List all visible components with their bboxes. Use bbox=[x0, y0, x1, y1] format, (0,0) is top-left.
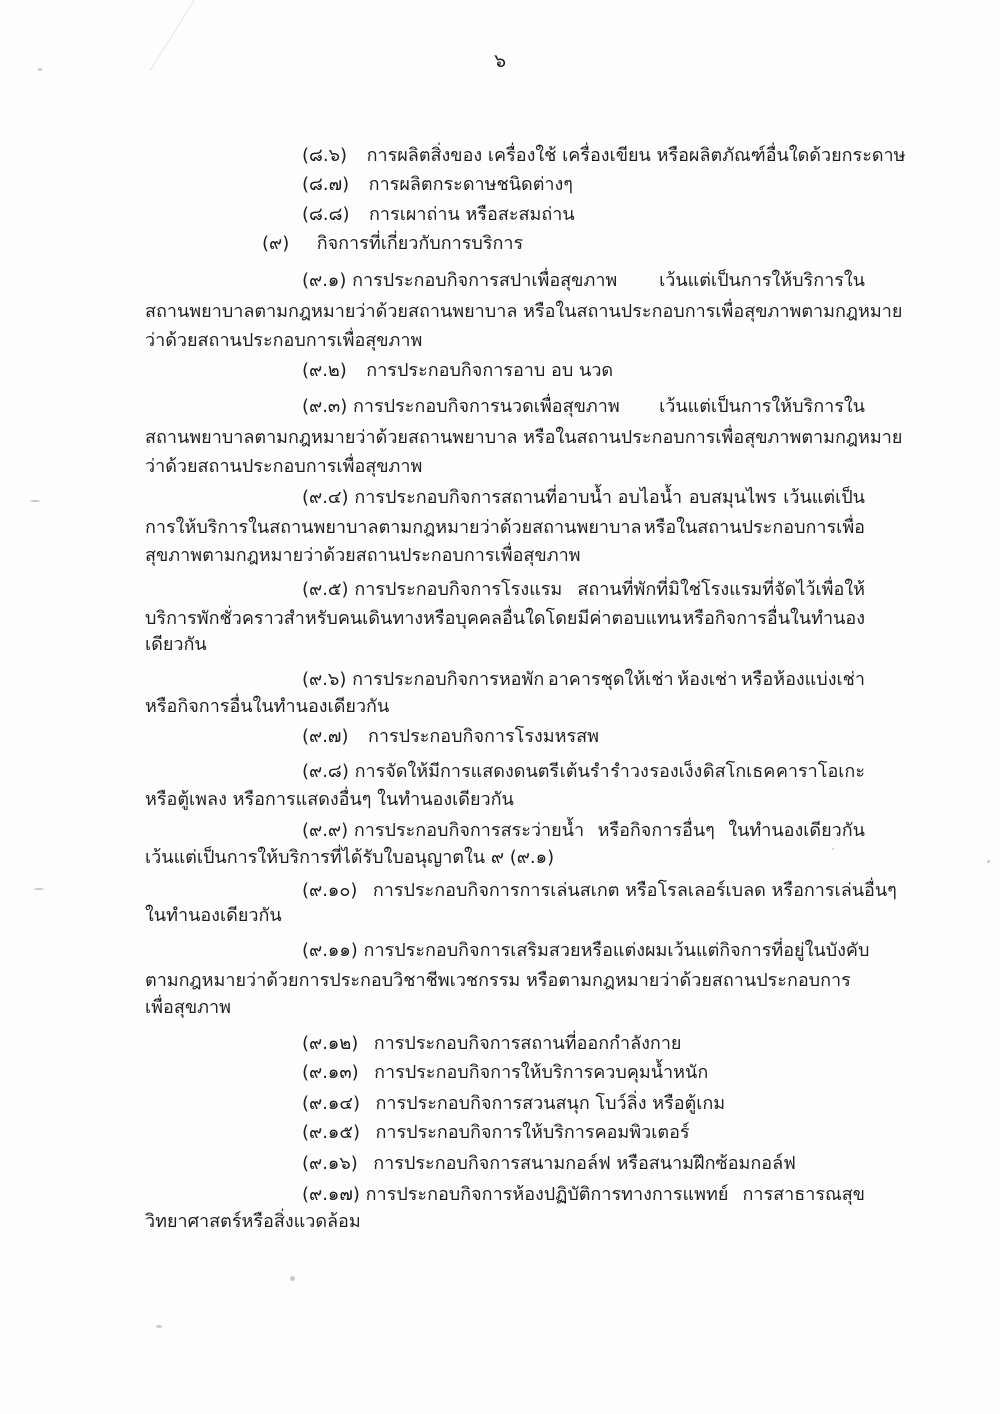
page-number: ๖ bbox=[493, 50, 507, 72]
section-title: กิจการที่เกี่ยวกับการบริการ bbox=[316, 233, 524, 254]
item-text: ห้องเช่า bbox=[677, 669, 738, 690]
item-text: การประกอบกิจการสนามกอล์ฟ หรือสนามฝึกซ้อมกอล์ฟ bbox=[373, 1153, 796, 1174]
scan-speck bbox=[34, 888, 44, 890]
item-text: คาราโอเกะ bbox=[775, 761, 865, 782]
item-9-17-line-1 bbox=[302, 1182, 865, 1208]
item-9-7 bbox=[302, 724, 599, 750]
item-number: (๙.๑๑) bbox=[302, 940, 358, 961]
item-number: (๙.๑๔) bbox=[302, 1093, 360, 1114]
item-text: เว้นแต่กิจการที่อยู่ในบังคับ bbox=[667, 940, 870, 961]
item-number: (๙.๕) bbox=[302, 579, 349, 600]
item-text: การผลิตกระดาษชนิดต่างๆ bbox=[368, 174, 573, 195]
item-9-11-line-2 bbox=[145, 968, 865, 994]
item-text: การประกอบกิจการนวดเพื่อสุขภาพ bbox=[353, 396, 620, 417]
item-text: การประกอบกิจการโรงแรม bbox=[354, 579, 563, 600]
item-text: สถานพยาบาลตามกฎหมายว่าด้วยสถานพยาบาล หรือในสถานประกอบการเพื่อสุขภาพตามกฎหมาย bbox=[145, 427, 903, 448]
item-9-8-line-1 bbox=[302, 759, 865, 785]
item-text: หรือห้องแบ่งเช่า bbox=[740, 669, 865, 690]
scan-speck bbox=[156, 1325, 162, 1328]
item-text: ในทำนองเดียวกัน bbox=[728, 820, 865, 841]
item-8-7 bbox=[302, 172, 573, 198]
item-text: หรือในสถานประกอบการเพื่อ bbox=[643, 517, 865, 538]
item-number: (๙.๑๖) bbox=[302, 1153, 358, 1174]
item-9-1-line-3: ว่าด้วยสถานประกอบการเพื่อสุขภาพ bbox=[145, 330, 423, 351]
item-text: การประกอบกิจการสระว่ายน้ำ bbox=[353, 820, 585, 841]
item-9-13 bbox=[302, 1060, 708, 1086]
item-text: รำวง bbox=[610, 761, 649, 782]
item-number: (๙.๑๗) bbox=[302, 1184, 360, 1205]
item-text: รองเง็ง bbox=[649, 761, 703, 782]
item-text: หรือกิจการอื่นๆ bbox=[597, 820, 715, 841]
item-number: (๘.๖) bbox=[302, 145, 348, 166]
item-text: บริการพักชั่วคราวสำหรับคนเดินทางหรือบุคคลอื่นใดโดยมีค่าตอบแทน bbox=[145, 608, 682, 629]
item-number: (๙.๑๒) bbox=[302, 1033, 359, 1054]
item-text: การประกอบกิจการเสริมสวย bbox=[363, 940, 581, 961]
item-9-14 bbox=[302, 1091, 725, 1117]
item-text: อบสมุนไพร bbox=[688, 487, 777, 508]
item-text: การประกอบกิจการการเล่นสเกต หรือโรลเลอร์เบลด หรือการเล่นอื่นๆ bbox=[372, 880, 897, 901]
item-9-10-line-1 bbox=[302, 878, 897, 904]
item-9-11-line-3: เพื่อสุขภาพ bbox=[145, 997, 231, 1018]
item-text: หรือกิจการอื่นในทำนอง bbox=[682, 608, 865, 629]
item-text: การจัดให้มีการแสดงดนตรี bbox=[354, 761, 560, 782]
item-text: การประกอบกิจการห้องปฏิบัติการทางการแพทย์ bbox=[365, 1184, 729, 1205]
item-9-9-line-2: เว้นแต่เป็นการให้บริการที่ได้รับใบอนุญาตใน ๙ (๙.๑) bbox=[145, 847, 555, 868]
item-number: (๙.๙) bbox=[302, 820, 349, 841]
item-9-6-line-2: หรือกิจการอื่นในทำนองเดียวกัน bbox=[145, 696, 390, 717]
item-number: (๙.๔) bbox=[302, 487, 349, 508]
item-number: (๙.๑) bbox=[302, 270, 347, 291]
item-9-15 bbox=[302, 1120, 690, 1146]
item-text: การประกอบกิจการสวนสนุก โบว์ลิ่ง หรือตู้เกม bbox=[375, 1093, 726, 1114]
item-9-4-line-1 bbox=[302, 485, 865, 511]
item-text: การประกอบกิจการอาบ อบ นวด bbox=[366, 360, 614, 381]
item-text: เว้นแต่เป็น bbox=[783, 487, 865, 508]
item-text: การประกอบกิจการหอพัก bbox=[352, 669, 545, 690]
item-9-4-line-2 bbox=[145, 515, 865, 541]
item-9-10-line-2: ในทำนองเดียวกัน bbox=[145, 905, 282, 926]
item-text: การให้บริการในสถานพยาบาลตามกฎหมายว่าด้วยสถานพยาบาล bbox=[145, 517, 642, 538]
item-9-4-line-3: สุขภาพตามกฎหมายว่าด้วยสถานประกอบการเพื่อสุขภาพ bbox=[145, 545, 581, 566]
item-text: การเผาถ่าน หรือสะสมถ่าน bbox=[369, 204, 575, 225]
item-text: เว้นแต่เป็นการให้บริการใน bbox=[659, 396, 865, 417]
item-text: การประกอบกิจการโรงมหรสพ bbox=[367, 726, 600, 747]
item-9-5-line-3: เดียวกัน bbox=[145, 634, 207, 655]
item-text: การประกอบกิจการให้บริการคอมพิวเตอร์ bbox=[375, 1122, 690, 1143]
item-9-17-line-2: วิทยาศาสตร์หรือสิ่งแวดล้อม bbox=[145, 1211, 361, 1232]
scan-speck bbox=[30, 500, 40, 502]
item-number: (๙.๓) bbox=[302, 396, 348, 417]
item-9-3-line-1 bbox=[302, 394, 865, 420]
item-9-5-line-2 bbox=[145, 606, 865, 632]
item-9-1-line-1 bbox=[302, 268, 865, 294]
scan-speck bbox=[290, 1276, 295, 1281]
item-9-6-line-1 bbox=[302, 667, 865, 693]
scan-speck bbox=[987, 860, 990, 863]
item-9-11-line-1 bbox=[302, 938, 870, 964]
item-number: (๘.๗) bbox=[302, 174, 350, 195]
item-9-9-line-1 bbox=[302, 818, 865, 844]
item-number: (๙.๑๐) bbox=[302, 880, 358, 901]
item-9-8-line-2: หรือตู้เพลง หรือการแสดงอื่นๆ ในทำนองเดียวกัน bbox=[145, 789, 514, 810]
item-text: ตามกฎหมายว่าด้วยการประกอบวิชาชีพเวชกรรม หรือตามกฎหมายว่าด้วยสถานประกอบการ bbox=[145, 970, 851, 991]
item-text: อาคารชุดให้เช่า bbox=[547, 669, 674, 690]
section-number: (๙) bbox=[262, 233, 290, 254]
item-number: (๘.๘) bbox=[302, 204, 350, 225]
item-text: การประกอบกิจการสถานที่อาบน้ำ อบไอน้ำ bbox=[354, 487, 683, 508]
item-text: เต้นรำ bbox=[559, 761, 610, 782]
item-text: สถานพยาบาลตามกฎหมายว่าด้วยสถานพยาบาล หรือในสถานประกอบการเพื่อสุขภาพตามกฎหมาย bbox=[145, 301, 903, 322]
item-9-1-line-2 bbox=[145, 299, 903, 325]
item-number: (๙.๒) bbox=[302, 360, 347, 381]
item-9-5-line-1 bbox=[302, 577, 865, 603]
item-text: หรือแต่งผม bbox=[580, 940, 668, 961]
item-8-8 bbox=[302, 202, 575, 228]
section-9-heading bbox=[262, 231, 523, 257]
item-text: การผลิตสิ่งของ เครื่องใช้ เครื่องเขียน หรือผลิตภัณฑ์อื่นใดด้วยกระดาษ bbox=[366, 145, 906, 166]
item-9-3-line-2 bbox=[145, 425, 903, 451]
item-9-2 bbox=[302, 358, 613, 384]
item-text: การประกอบกิจการสปาเพื่อสุขภาพ bbox=[352, 270, 618, 291]
item-9-16 bbox=[302, 1151, 796, 1177]
item-number: (๙.๘) bbox=[302, 761, 349, 782]
item-text: ดิสโกเธค bbox=[702, 761, 776, 782]
item-text: การประกอบกิจการสถานที่ออกกำลังกาย bbox=[373, 1033, 682, 1054]
item-number: (๙.๗) bbox=[302, 726, 349, 747]
item-number: (๙.๖) bbox=[302, 669, 347, 690]
item-9-12 bbox=[302, 1031, 681, 1057]
item-text: การประกอบกิจการให้บริการควบคุมน้ำหนัก bbox=[374, 1062, 709, 1083]
item-text: การสาธารณสุข bbox=[742, 1184, 865, 1205]
item-number: (๙.๑๓) bbox=[302, 1062, 359, 1083]
item-text: เว้นแต่เป็นการให้บริการใน bbox=[659, 270, 865, 291]
item-text: สถานที่พักที่มิใช่โรงแรมที่จัดไว้เพื่อให้ bbox=[577, 579, 865, 600]
item-number: (๙.๑๕) bbox=[302, 1122, 360, 1143]
item-9-3-line-3: ว่าด้วยสถานประกอบการเพื่อสุขภาพ bbox=[145, 456, 423, 477]
item-8-6 bbox=[302, 143, 906, 169]
